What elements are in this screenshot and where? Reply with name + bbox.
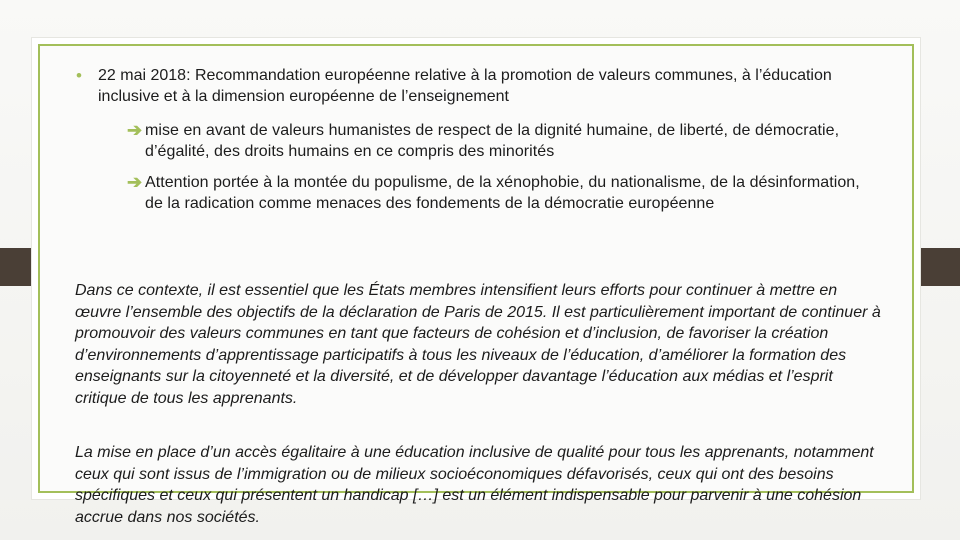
paragraph-equal-access: La mise en place d’un accès égalitaire à une éducation inclusive de qualité pour tous les apprenants, notamment ceux qui sont issus de l’immigration ou de milieux socioéconomiques défavorisés, ceux qui ont des besoins spécifiques et ceux qui présentent un handicap […] est un élément indispensable pour parvenir à une cohésion accrue dans nos sociétés.: [75, 444, 874, 526]
arrow-right-icon: ➔: [127, 120, 143, 140]
main-bullet-text: 22 mai 2018: Recommandation européenne relative à la promotion de valeurs communes, à l’éducation inclusive et à la dimension européenne de l’enseignement: [98, 67, 832, 105]
sub-item-threats: [127, 172, 877, 214]
arrow-right-icon: ➔: [127, 172, 143, 192]
sub-item-text: mise en avant de valeurs humanistes de respect de la dignité humaine, de liberté, de démocratie, d’égalité, des droits humains en ce compris des minorités: [145, 122, 840, 160]
left-side-tab: [0, 248, 36, 286]
paragraph-context: Dans ce contexte, il est essentiel que les États membres intensifient leurs efforts pour continuer à mettre en œuvre l’ensemble des objectifs de la déclaration de Paris de 2015. Il est particulièrement important de continuer à promouvoir des valeurs communes en tant que facteurs de cohésion et d’inclusion, de favoriser la création d’environnements d’apprentissage participatifs à tous les niveaux de l’éducation, d’améliorer la formation des enseignants sur la citoyenneté et la diversité, et de développer davantage l’éducation aux médias et l’esprit critique de tous les apprenants.: [75, 282, 881, 407]
sub-item-values: [127, 120, 877, 162]
content-frame: [38, 44, 914, 493]
bullet-dot-icon: •: [76, 66, 82, 85]
sub-item-text: Attention portée à la montée du populisme, de la xénophobie, du nationalisme, de la désinformation, de la radication comme menaces des fondements de la démocratie européenne: [145, 174, 860, 212]
